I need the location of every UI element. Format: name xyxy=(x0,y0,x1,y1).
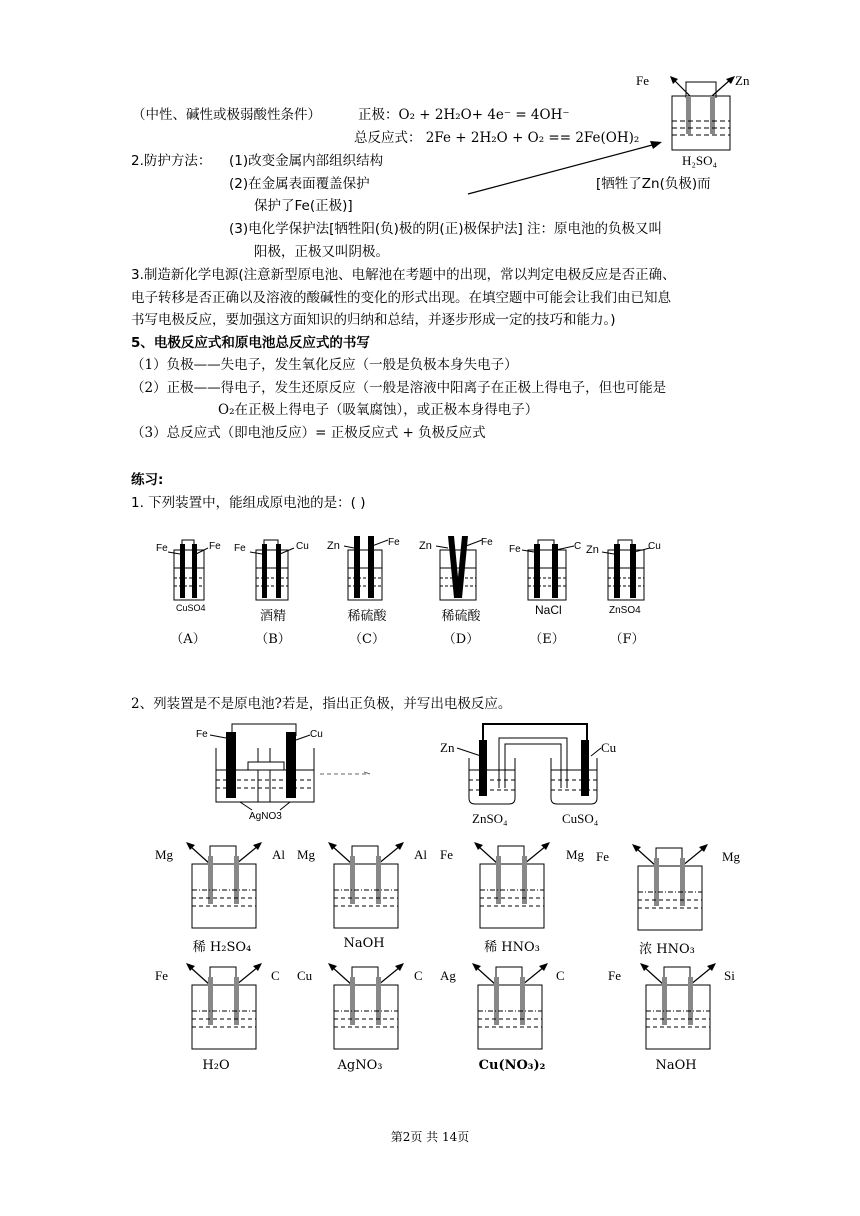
q1c-right-label: Fe xyxy=(388,537,400,548)
q1b-beaker xyxy=(250,530,294,600)
q1c-left-label: Zn xyxy=(327,540,340,552)
practice-heading: 练习: xyxy=(131,472,164,488)
q1f-left-label: Zn xyxy=(586,544,599,556)
section-5-item-2: （2）正极——得电子，发生还原反应（一般是溶液中阳离子在正极上得电子，但也可能是 xyxy=(131,380,667,396)
row2-cell-1-beaker xyxy=(176,961,276,1053)
row1-cell-2-beaker xyxy=(318,840,418,932)
row2-cell-3-beaker xyxy=(462,961,562,1053)
new-power-line-2: 电子转移是否正确以及溶液的酸碱性的变化的形式出现。在填空题中可能会让我们由已知息 xyxy=(131,290,671,306)
q1f-solution: ZnSO4 xyxy=(609,605,641,616)
positive-equation: 正极：O₂ + 2H₂O+ 4e⁻ = 4OH⁻ xyxy=(358,107,570,123)
fig-fe-label: Fe xyxy=(636,73,649,88)
question-2: 2、列装置是不是原电池?若是，指出正负极，并写出电极反应。 xyxy=(131,696,512,712)
section-5-item-3: （3）总反应式（即电池反应）= 正极反应式 + 负极反应式 xyxy=(131,425,486,441)
fig-zn-label: Zn xyxy=(735,73,750,88)
row1-cell-1-left: Mg xyxy=(155,847,174,862)
row1-cell-3-right: Mg xyxy=(566,847,585,862)
q2-fig2-right-solution: CuSO₄ xyxy=(562,811,599,826)
q1a-beaker xyxy=(168,530,208,600)
total-equation: 总反应式： 2Fe + 2H₂O + O₂ == 2Fe(OH)₂ xyxy=(354,130,640,146)
q2-fig1-right-label: Cu xyxy=(310,729,323,740)
question-1: 1. 下列装置中，能组成原电池的是：( ) xyxy=(131,495,366,511)
q1e-beaker xyxy=(522,530,572,600)
q1a-left-label: Fe xyxy=(156,543,168,554)
row2-cell-3-left: Ag xyxy=(440,968,456,983)
row1-cell-1-solution: 稀 H₂SO₄ xyxy=(192,940,252,955)
q1b-right-label: Cu xyxy=(296,541,309,552)
page-footer: 第2页 共 14页 xyxy=(390,1130,470,1144)
q1d-left-label: Zn xyxy=(419,540,432,552)
q2-fig2-left-label: Zn xyxy=(440,740,455,755)
q1c-solution: 稀硫酸 xyxy=(347,609,387,624)
protect-item-3b: 阳极，正极又叫阴极。 xyxy=(254,244,389,260)
row1-cell-2-right: Al xyxy=(414,847,427,862)
neutral-condition: （中性、碱性或极弱酸性条件） xyxy=(132,107,321,123)
row2-cell-2-left: Cu xyxy=(297,968,313,983)
section-5-item-1: （1）负极——失电子，发生氧化反应（一般是负极本身失电子） xyxy=(131,357,518,373)
q1a-right-label: Fe xyxy=(209,541,221,552)
q2-fig1-left-label: Fe xyxy=(196,729,208,740)
q1f-right-label: Cu xyxy=(648,541,661,552)
section-5-heading: 5、电极反应式和原电池总反应式的书写 xyxy=(131,335,370,351)
q1b-option-label: （B） xyxy=(255,632,291,647)
protect-item-3: (3)电化学保护法[牺牲阳(负)极的阴(正)极保护法] 注：原电池的负极又叫 xyxy=(229,221,663,237)
row2-cell-2-right: C xyxy=(414,968,423,983)
q2-fig2-salt-bridge xyxy=(455,718,615,810)
row2-cell-2-solution: AgNO₃ xyxy=(337,1058,383,1073)
q2-fig1-apparatus xyxy=(200,718,330,818)
q1a-solution: CuSO4 xyxy=(176,603,206,613)
row1-cell-4-left: Fe xyxy=(596,849,609,864)
q1c-beaker xyxy=(342,530,388,600)
row2-cell-1-solution: H₂O xyxy=(202,1058,230,1073)
row1-cell-1-beaker xyxy=(176,840,276,932)
q1d-solution: 稀硫酸 xyxy=(441,609,481,624)
q2-fig1-solution: AgNO3 xyxy=(249,811,282,822)
row1-cell-2-solution: NaOH xyxy=(343,936,385,951)
q1e-option-label: （E） xyxy=(529,632,565,647)
row1-cell-4-right: Mg xyxy=(722,849,741,864)
row1-cell-3-solution: 稀 HNO₃ xyxy=(484,940,540,955)
dashed-arrow xyxy=(318,770,373,778)
protect-item-2: (2)在金属表面覆盖保护 xyxy=(229,176,370,192)
row2-cell-4-solution: NaOH xyxy=(655,1058,697,1073)
q1d-option-label: （D） xyxy=(442,632,480,647)
q1a-option-label: （A） xyxy=(170,632,206,647)
protect-item-1: (1)改变金属内部组织结构 xyxy=(229,153,384,169)
row2-cell-4-right: Si xyxy=(724,968,735,983)
row2-cell-4-beaker xyxy=(630,961,730,1053)
section-5-item-2b: O₂在正极上得电子（吸氧腐蚀），或正极本身得电子） xyxy=(218,402,539,418)
row2-cell-4-left: Fe xyxy=(608,968,621,983)
q1c-option-label: （C） xyxy=(349,632,385,647)
row2-cell-1-right: C xyxy=(271,968,280,983)
protect-item-2b: 保护了Fe(正极)] xyxy=(254,198,353,214)
q1b-solution: 酒精 xyxy=(259,609,287,624)
new-power-line-1: 3.制造新化学电源(注意新型原电池、电解池在考题中的出现，常以判定电极反应是否正确、 xyxy=(131,267,676,283)
row2-cell-1-left: Fe xyxy=(155,968,168,983)
q1f-option-label: （F） xyxy=(609,632,645,647)
zn-protection-figure xyxy=(660,76,750,156)
row2-cell-3-right: C xyxy=(556,968,565,983)
row2-cell-2-beaker xyxy=(318,961,418,1053)
new-power-line-3: 书写电极反应，要加强这方面知识的归纳和总结，并逐步形成一定的技巧和能力。) xyxy=(131,312,616,328)
q1e-right-label: C xyxy=(574,541,582,552)
q1d-right-label: Fe xyxy=(481,537,493,548)
row1-cell-3-beaker xyxy=(464,840,564,932)
protect-sacrifice: [牺牲了Zn(负极)而 xyxy=(596,176,711,192)
q1e-solution: NaCl xyxy=(535,603,562,617)
q1d-beaker xyxy=(434,530,482,600)
q2-fig2-right-label: Cu xyxy=(601,740,617,755)
q2-fig2-left-solution: ZnSO₄ xyxy=(472,811,508,826)
row1-cell-4-solution: 浓 HNO₃ xyxy=(639,942,695,957)
q1b-left-label: Fe xyxy=(234,543,246,554)
protect-heading: 2.防护方法： xyxy=(131,153,212,169)
row2-cell-3-solution: Cu(NO₃)₂ xyxy=(478,1058,546,1073)
q1f-beaker xyxy=(602,530,652,600)
row1-cell-3-left: Fe xyxy=(440,847,453,862)
fig-solution-label: H₂SO₄ xyxy=(682,153,718,168)
row1-cell-2-left: Mg xyxy=(297,847,316,862)
q1e-left-label: Fe xyxy=(509,544,521,555)
row1-cell-4-beaker xyxy=(622,842,722,934)
arrow-to-figure xyxy=(466,140,666,200)
row1-cell-1-right: Al xyxy=(272,847,285,862)
